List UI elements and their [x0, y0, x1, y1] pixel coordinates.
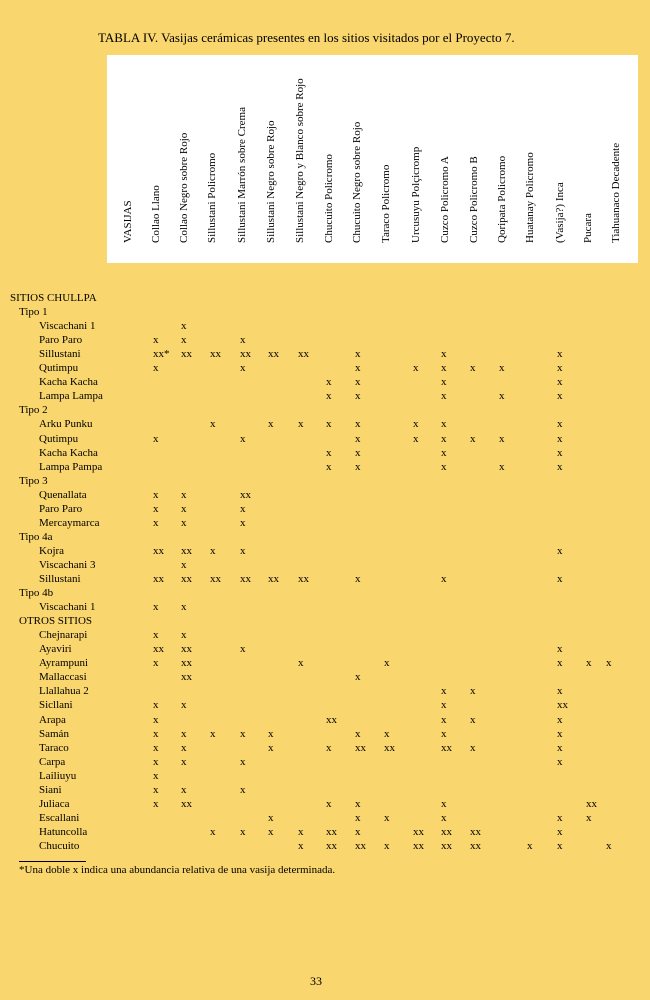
table-row: [0, 755, 650, 769]
table-cell: x: [586, 811, 592, 824]
table-cell: xx: [470, 839, 481, 852]
column-header: [291, 55, 305, 255]
table-cell: x: [153, 334, 159, 347]
table-cell: x: [355, 671, 361, 684]
table-cell: x: [441, 390, 447, 403]
table-cell: x: [355, 432, 361, 445]
table-cell: x: [268, 418, 274, 431]
table-cell: x: [326, 446, 332, 459]
site-name: Kacha Kacha: [39, 446, 98, 459]
site-name: Mercaymarca: [39, 516, 100, 529]
column-header: [521, 55, 535, 255]
table-cell: x: [557, 811, 563, 824]
site-name: Carpa: [39, 755, 66, 768]
table-row: [0, 558, 650, 572]
table-cell: xx: [268, 573, 279, 585]
table-cell: x: [606, 657, 612, 670]
site-name: Sillustani: [39, 573, 81, 585]
table-cell: x: [499, 362, 505, 375]
table-cell: x: [557, 376, 563, 389]
table-cell: x: [557, 825, 563, 838]
table-cell: xx: [268, 348, 279, 361]
table-cell: x: [470, 741, 476, 754]
group-heading-row: [0, 474, 650, 488]
column-header-label: Sillustani Negro y Blanco sobre Rojo: [294, 78, 306, 243]
table-cell: x: [268, 741, 274, 754]
table-row: [0, 333, 650, 347]
table-cell: x: [181, 558, 187, 571]
table-cell: x: [355, 825, 361, 838]
table-row: [0, 839, 650, 853]
site-name: Kacha Kacha: [39, 376, 98, 389]
table-cell: x: [557, 362, 563, 375]
table-cell: x: [355, 446, 361, 459]
table-row: [0, 600, 650, 614]
group-heading-row: [0, 614, 650, 628]
table-cell: xx: [240, 488, 251, 501]
column-header: [348, 55, 362, 255]
table-cell: x: [181, 516, 187, 529]
table-cell: x: [441, 446, 447, 459]
table-cell: x: [441, 685, 447, 698]
table-cell: x: [153, 741, 159, 754]
table-cell: x: [557, 390, 563, 403]
column-header-label: Sillustani Marrón sobre Crema: [236, 107, 248, 243]
group-label: SITIOS CHULLPA: [10, 292, 97, 304]
table-cell: x: [441, 727, 447, 740]
table-cell: x: [181, 488, 187, 501]
column-header-label: Taraco Policromo: [380, 164, 392, 243]
table-cell: x: [384, 811, 390, 824]
table-cell: x: [606, 839, 612, 852]
site-name: Viscachani 1: [39, 601, 96, 614]
table-row: [0, 516, 650, 530]
table-cell: x: [181, 601, 187, 614]
table-cell: x: [240, 516, 246, 529]
column-header: [465, 55, 479, 255]
table-title: TABLA IV. Vasijas cerámicas presentes en los sitios visitados por el Proyecto 7.: [98, 30, 515, 45]
site-name: Juliaca: [39, 797, 70, 810]
table-cell: x: [470, 685, 476, 698]
table-cell: xx: [441, 839, 452, 852]
site-name: Lampa Lampa: [39, 390, 103, 403]
column-header: [436, 55, 450, 255]
column-header: [233, 55, 247, 255]
table-cell: x: [384, 839, 390, 852]
table-cell: x: [326, 460, 332, 473]
site-name: Escallani: [39, 811, 80, 824]
site-name: Chejnarapi: [39, 629, 88, 642]
table-cell: x: [153, 657, 159, 670]
column-header-label: VASIJAS: [122, 200, 134, 243]
table-cell: x: [384, 727, 390, 740]
table-cell: x: [355, 811, 361, 824]
table-cell: x: [181, 755, 187, 768]
table-cell: x: [298, 839, 304, 852]
table-cell: xx: [181, 797, 192, 810]
table-row: [0, 713, 650, 727]
table-cell: x: [355, 460, 361, 473]
table-cell: xx: [384, 741, 395, 754]
table-cell: xx: [181, 643, 192, 656]
table-cell: x: [268, 811, 274, 824]
table-row: [0, 797, 650, 811]
table-cell: xx: [181, 657, 192, 670]
group-label: Tipo 4b: [19, 587, 54, 600]
site-name: Ayaviri: [39, 643, 72, 656]
table-row: [0, 460, 650, 474]
column-header: [147, 55, 161, 255]
table-cell: x: [153, 629, 159, 642]
table-cell: x: [441, 699, 447, 712]
site-name: Sicllani: [39, 699, 73, 712]
table-row: [0, 502, 650, 516]
column-header-label: Tiahuanaco Decadente: [610, 142, 622, 243]
table-cell: xx: [470, 825, 481, 838]
group-heading-row: [0, 403, 650, 417]
site-name: Hatuncolla: [39, 825, 88, 838]
table-row: [0, 783, 650, 797]
table-cell: x: [355, 573, 361, 585]
table-cell: x: [557, 573, 563, 585]
table-cell: x: [298, 657, 304, 670]
table-cell: x: [268, 825, 274, 838]
column-header-label: Cuzco Policromo B: [468, 156, 480, 243]
table-row: [0, 656, 650, 670]
column-header-label: (Vasija?) Inca: [554, 182, 566, 243]
table-cell: x: [153, 699, 159, 712]
table-cell: x: [441, 713, 447, 726]
table-cell: xx: [181, 544, 192, 557]
table-cell: x: [384, 657, 390, 670]
site-name: Qutimpu: [39, 362, 79, 375]
table-cell: x: [210, 544, 216, 557]
table-cell: x: [413, 418, 419, 431]
table-cell: x: [181, 699, 187, 712]
site-name: Lampa Pampa: [39, 460, 103, 473]
table-cell: x: [326, 741, 332, 754]
group-label: Tipo 4a: [19, 530, 53, 543]
table-cell: x: [153, 488, 159, 501]
table-cell: x: [240, 544, 246, 557]
table-cell: x: [240, 334, 246, 347]
table-cell: x: [441, 797, 447, 810]
table-cell: x: [240, 783, 246, 796]
table-cell: x: [153, 713, 159, 726]
table-cell: xx: [181, 573, 192, 585]
site-name: Paro Paro: [39, 334, 83, 347]
column-header-label: Cuzco Policromo A: [439, 156, 451, 243]
table-cell: x: [557, 432, 563, 445]
site-name: Llallahua 2: [39, 685, 89, 698]
table-cell: x: [499, 432, 505, 445]
column-header-label: Sillustani Negro sobre Rojo: [265, 120, 277, 243]
table-cell: x: [355, 727, 361, 740]
table-cell: x: [441, 573, 447, 585]
table-cell: x: [413, 362, 419, 375]
table-cell: x: [240, 362, 246, 375]
group-heading-row: [0, 586, 650, 600]
table-row: [0, 488, 650, 502]
table-cell: x: [153, 502, 159, 515]
footnote: *Una doble x indica una abundancia relativa de una vasija determinada.: [19, 864, 336, 876]
table-cell: xx: [355, 839, 366, 852]
column-header-label: Huatanay Policromo: [524, 152, 536, 243]
column-header-panel: [107, 55, 638, 263]
table-row: [0, 741, 650, 755]
table-row: [0, 727, 650, 741]
table-row: [0, 684, 650, 698]
table-row: [0, 375, 650, 389]
table-cell: x: [527, 839, 533, 852]
site-name: Kojra: [39, 544, 65, 557]
table-cell: x: [181, 334, 187, 347]
table-cell: x: [326, 418, 332, 431]
site-name: Mallaccasi: [39, 671, 87, 684]
table-cell: xx: [210, 573, 221, 585]
table-cell: x: [557, 839, 563, 852]
footnote-rule: [19, 861, 86, 862]
table-cell: xx: [298, 348, 309, 361]
group-label: Tipo 1: [19, 306, 48, 319]
table-cell: x: [181, 502, 187, 515]
table-cell: xx: [181, 348, 192, 361]
site-name: Ayrampuni: [39, 657, 89, 670]
table-cell: x: [153, 755, 159, 768]
column-header: [175, 55, 189, 255]
table-cell: x: [355, 362, 361, 375]
table-cell: x: [557, 713, 563, 726]
table-row: [0, 825, 650, 839]
table-cell: xx: [240, 348, 251, 361]
column-header: [377, 55, 391, 255]
table-cell: xx: [153, 573, 164, 585]
group-heading-row: [0, 305, 650, 319]
group-heading-row: [0, 530, 650, 544]
group-label: Tipo 3: [19, 474, 48, 487]
table-cell: x: [326, 376, 332, 389]
table-row: [0, 670, 650, 684]
table-cell: x: [355, 348, 361, 361]
table-cell: x: [210, 418, 216, 431]
table-cell: x: [557, 446, 563, 459]
table-cell: xx: [326, 713, 337, 726]
table-cell: x: [240, 432, 246, 445]
site-name: Lailiuyu: [39, 769, 77, 782]
site-name: Viscachani 1: [39, 320, 96, 333]
page-number: 33: [310, 974, 322, 988]
table-cell: xx*: [153, 348, 170, 361]
table-cell: x: [441, 432, 447, 445]
table-cell: x: [153, 797, 159, 810]
table-cell: x: [153, 516, 159, 529]
table-cell: x: [298, 418, 304, 431]
column-header: [119, 55, 133, 255]
table-cell: x: [586, 657, 592, 670]
table-cell: x: [181, 741, 187, 754]
site-name: Qutimpu: [39, 432, 79, 445]
table-cell: xx: [181, 671, 192, 684]
column-header: [493, 55, 507, 255]
table-cell: xx: [240, 573, 251, 585]
table-cell: x: [181, 727, 187, 740]
table-cell: x: [557, 643, 563, 656]
table-cell: x: [153, 601, 159, 614]
group-label: Tipo 2: [19, 404, 48, 417]
table-cell: xx: [355, 741, 366, 754]
table-cell: xx: [441, 825, 452, 838]
table-cell: x: [210, 727, 216, 740]
column-header-label: Urcusuyu Polçicromp: [410, 146, 422, 243]
table-cell: x: [441, 362, 447, 375]
table-cell: x: [181, 629, 187, 642]
table-cell: xx: [298, 573, 309, 585]
column-header: [607, 55, 621, 255]
column-header: [407, 55, 421, 255]
table-cell: x: [355, 390, 361, 403]
table-cell: x: [470, 362, 476, 375]
table-cell: x: [240, 727, 246, 740]
column-header-label: Collao Llano: [150, 185, 162, 243]
site-name: Sillustani: [39, 348, 81, 361]
table-cell: x: [153, 727, 159, 740]
table-cell: xx: [326, 839, 337, 852]
table-cell: x: [441, 376, 447, 389]
group-label: OTROS SITIOS: [19, 615, 93, 628]
site-name: Taraco: [39, 741, 69, 754]
table-cell: x: [470, 713, 476, 726]
table-row: [0, 319, 650, 333]
table-cell: x: [240, 755, 246, 768]
table-cell: x: [557, 544, 563, 557]
table-cell: x: [326, 797, 332, 810]
table-cell: xx: [586, 797, 597, 810]
table-cell: x: [153, 783, 159, 796]
table-row: [0, 642, 650, 656]
table-cell: x: [441, 348, 447, 361]
table-cell: xx: [210, 348, 221, 361]
column-header-label: Sillustani Policromo: [206, 152, 218, 243]
table-cell: x: [413, 432, 419, 445]
table-row: [0, 544, 650, 558]
table-cell: x: [557, 755, 563, 768]
column-header: [551, 55, 565, 255]
table-cell: xx: [326, 825, 337, 838]
column-header: [320, 55, 334, 255]
table-cell: x: [557, 460, 563, 473]
table-row: [0, 698, 650, 712]
table-cell: x: [499, 460, 505, 473]
table-row: [0, 361, 650, 375]
table-cell: x: [153, 362, 159, 375]
table-cell: xx: [413, 839, 424, 852]
table-row: [0, 432, 650, 446]
site-name: Viscachani 3: [39, 558, 96, 571]
site-name: Quenallata: [39, 488, 87, 501]
table-cell: x: [326, 390, 332, 403]
site-name: Siani: [39, 783, 62, 796]
table-row: [0, 811, 650, 825]
site-name: Paro Paro: [39, 502, 83, 515]
column-header-label: Qoripata Policromo: [496, 155, 508, 243]
table-cell: x: [240, 643, 246, 656]
table-cell: x: [557, 657, 563, 670]
table-cell: x: [210, 825, 216, 838]
table-cell: x: [181, 320, 187, 333]
table-cell: x: [441, 811, 447, 824]
table-cell: xx: [153, 544, 164, 557]
table-row: [0, 347, 650, 361]
table-row: [0, 389, 650, 403]
column-header: [203, 55, 217, 255]
site-name: Arapa: [39, 713, 66, 726]
table-cell: x: [355, 376, 361, 389]
table-cell: x: [355, 797, 361, 810]
column-header-label: Pucara: [582, 213, 594, 243]
table-cell: x: [181, 783, 187, 796]
table-cell: x: [268, 727, 274, 740]
column-header-label: Chucuito Negro sobre Rojo: [351, 121, 363, 243]
section-heading-row: [0, 291, 650, 305]
site-name: Chucuito: [39, 839, 80, 852]
table-cell: xx: [557, 699, 568, 712]
table-row: [0, 769, 650, 783]
table-cell: xx: [153, 643, 164, 656]
column-header-label: Collao Negro sobre Rojo: [178, 132, 190, 243]
table-cell: x: [499, 390, 505, 403]
table-cell: x: [441, 460, 447, 473]
column-header: [262, 55, 276, 255]
table-cell: x: [557, 348, 563, 361]
table-cell: xx: [413, 825, 424, 838]
table-cell: x: [153, 769, 159, 782]
table-row: [0, 572, 650, 586]
table-cell: x: [298, 825, 304, 838]
column-header-label: Chucuito Policromo: [323, 154, 335, 243]
table-cell: x: [240, 825, 246, 838]
table-row: [0, 446, 650, 460]
table-cell: x: [441, 418, 447, 431]
table-cell: xx: [441, 741, 452, 754]
table-row: [0, 628, 650, 642]
table-cell: x: [557, 685, 563, 698]
table-cell: x: [355, 418, 361, 431]
site-name: Samán: [39, 727, 69, 740]
table-cell: x: [153, 432, 159, 445]
table-cell: x: [240, 502, 246, 515]
table-cell: x: [557, 727, 563, 740]
table-cell: x: [470, 432, 476, 445]
table-row: [0, 417, 650, 431]
table-cell: x: [557, 418, 563, 431]
column-header: [579, 55, 593, 255]
site-name: Arku Punku: [39, 418, 93, 431]
table-cell: x: [557, 741, 563, 754]
